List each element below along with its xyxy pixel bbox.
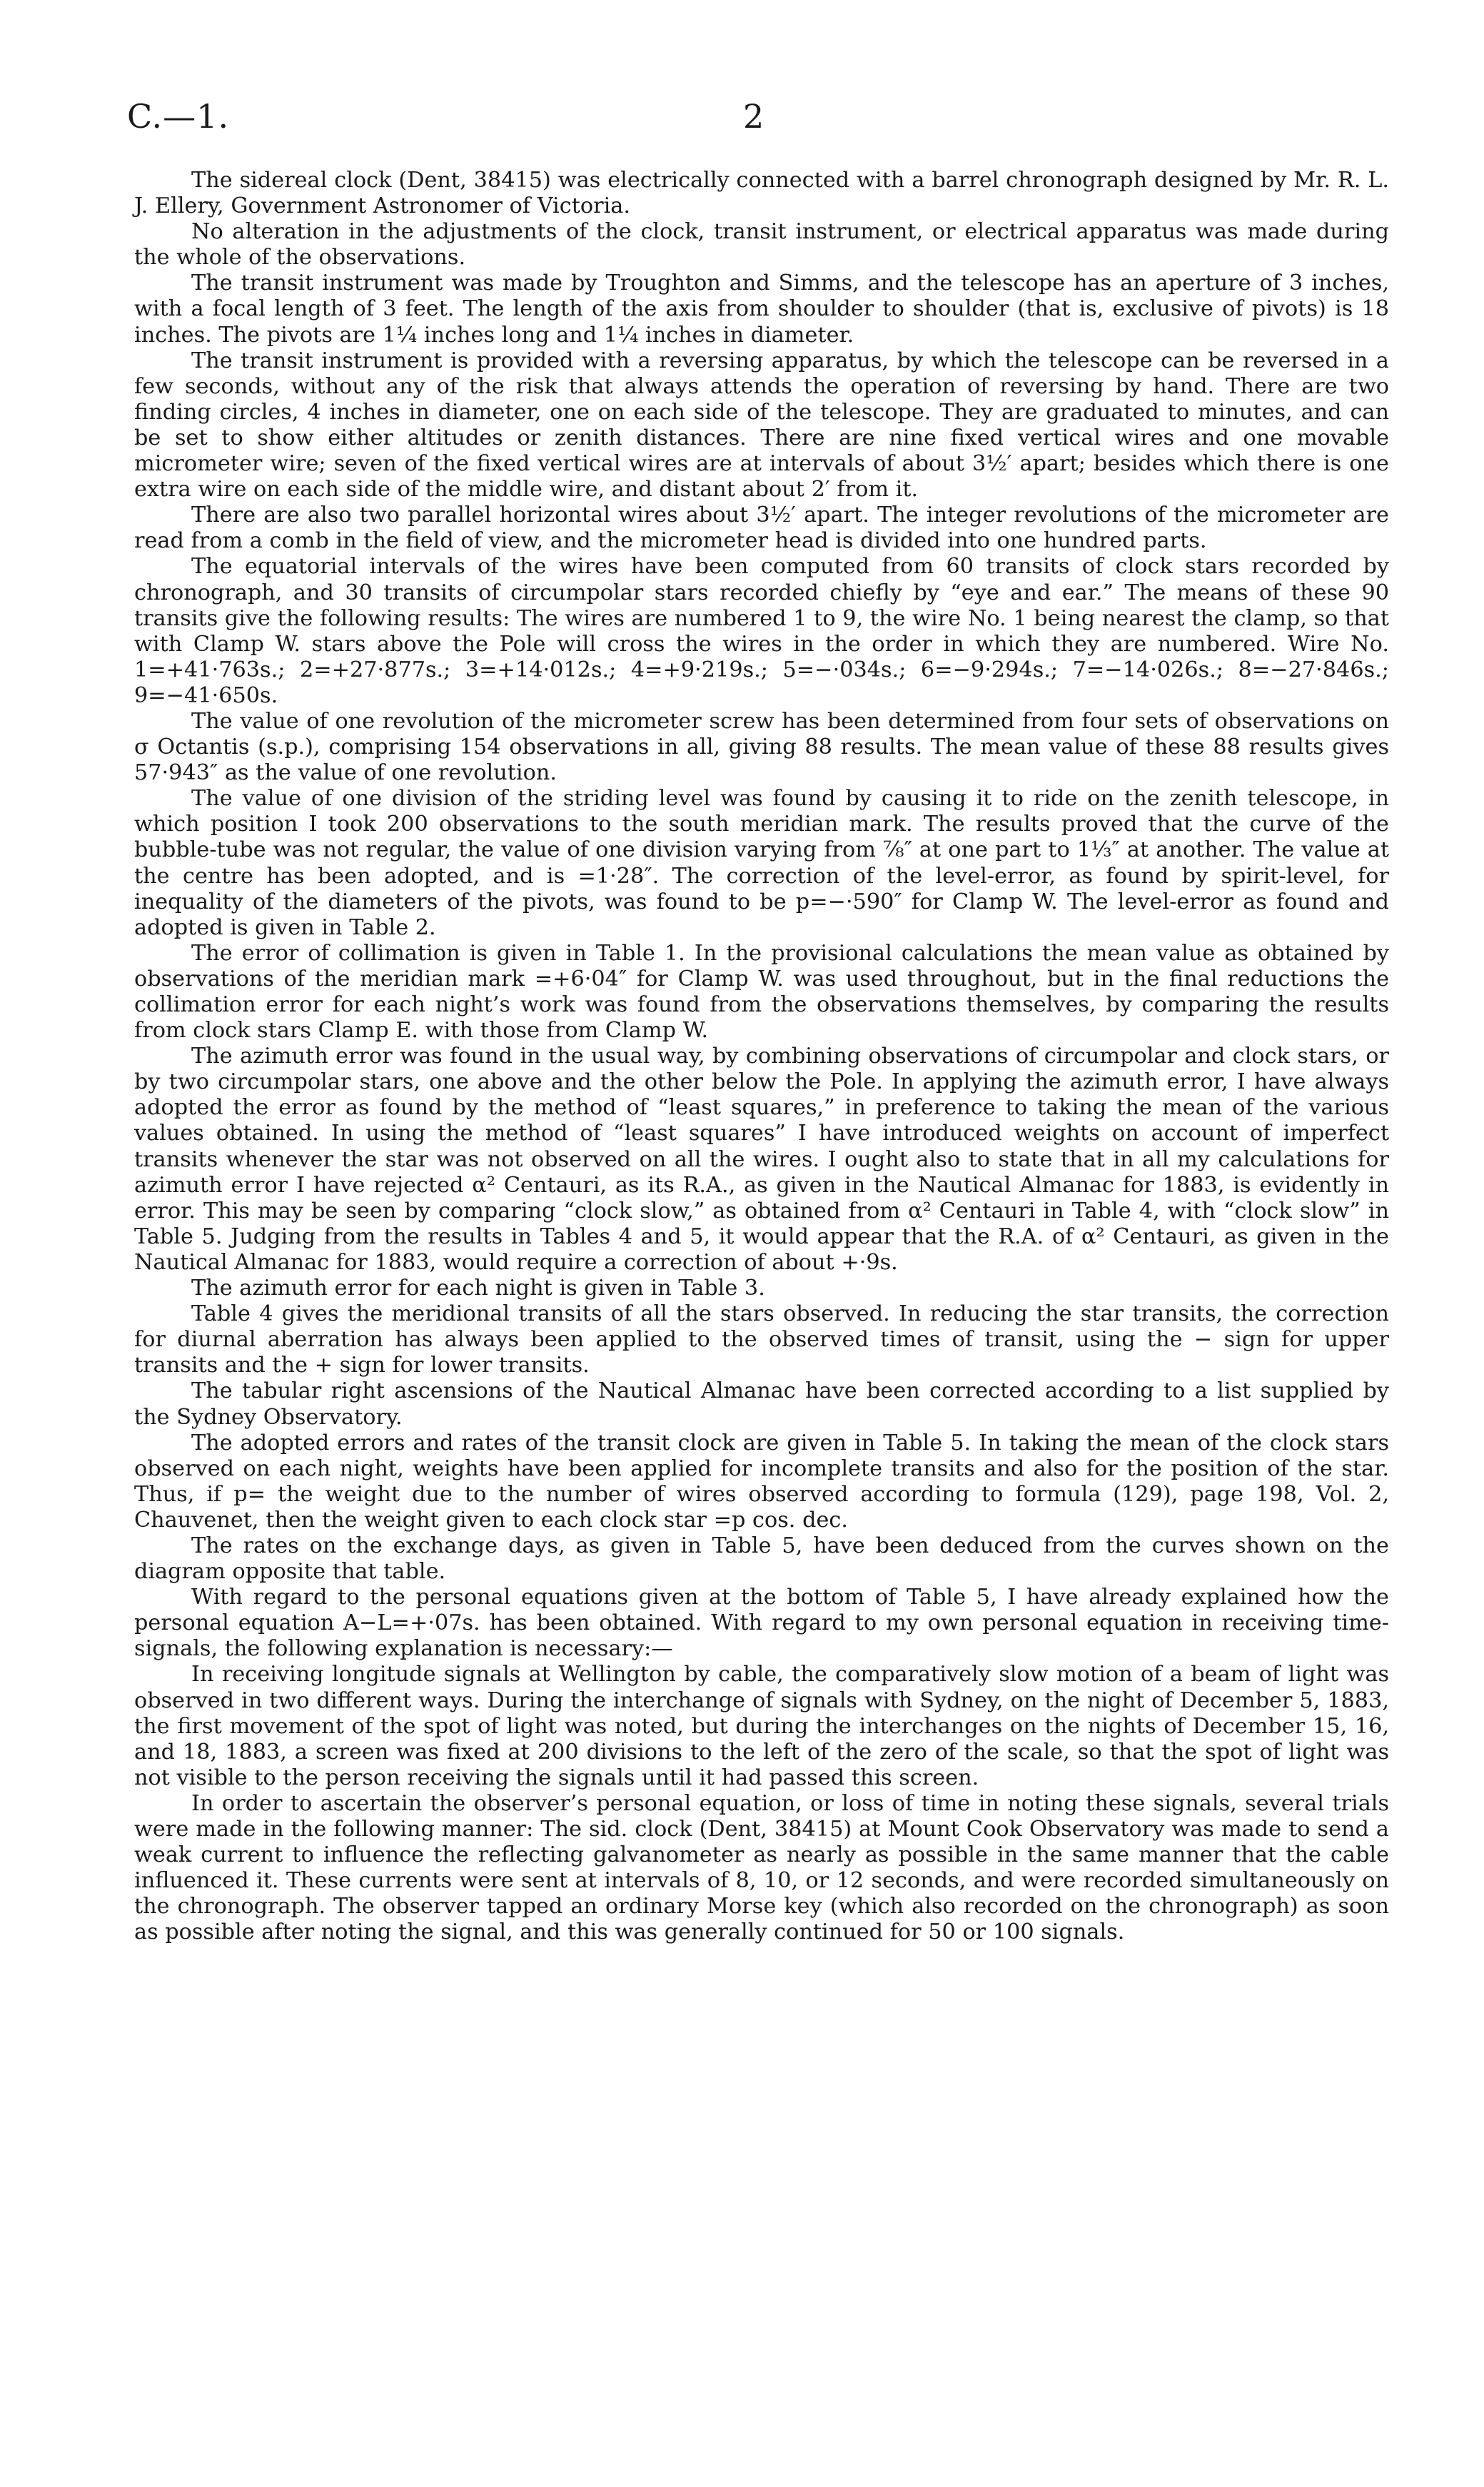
- paragraph: The error of collimation is given in Table 1. In the provisional calculations the mean value as obtained by observations of the meridian mark =+6·04″ for Clamp W. was used throughout, but in the final reductions the collimation error for each night’s work was found from the observations themselves, by comparing the results from clock stars Clamp E. with those from Clamp W.: [134, 940, 1389, 1044]
- paragraph: The value of one revolution of the micrometer screw has been determined from four sets of observations on σ Octantis (s.p.), comprising 154 observations in all, giving 88 results. The mean value of these 88 results gives 57·943″ as the value of one revolution.: [134, 708, 1389, 786]
- paragraph: The equatorial intervals of the wires have been computed from 60 transits of clock stars recorded by chronograph, and 30 transits of circumpolar stars recorded chiefly by “eye and ear.” The means of these 90 transits give the following results: The wires are numbered 1 to 9, the wire No. 1 being nearest the clamp, so that with Clamp W. stars above the Pole will cross the wires in the order in which they are numbered. Wire No. 1=+41·763s.; 2=+27·877s.; 3=+14·012s.; 4=+9·219s.; 5=−·034s.; 6=−9·294s.; 7=−14·026s.; 8=−27·846s.; 9=−41·650s.: [134, 554, 1389, 708]
- document-reference: C.—1.: [127, 97, 230, 136]
- paragraph: The azimuth error was found in the usual way, by combining observations of circumpolar and clock stars, or by two circumpolar stars, one above and the other below the Pole. In applying the azimuth error, I have always adopted the error as found by the method of “least squares,” in preference to taking the mean of the various values obtained. In using the method of “least squares” I have introduced weights on account of imperfect transits whenever the star was not observed on all the wires. I ought also to state that in all my calculations for azimuth error I have rejected α² Centauri, as its R.A., as given in the Nautical Almanac for 1883, is evidently in error. This may be seen by comparing “clock slow,” as obtained from α² Centauri in Table 4, with “clock slow” in Table 5. Judging from the results in Tables 4 and 5, it would appear that the R.A. of α² Centauri, as given in the Nautical Almanac for 1883, would require a correction of about +·9s.: [134, 1044, 1389, 1275]
- paragraph: The value of one division of the striding level was found by causing it to ride on the zenith telescope, in which position I took 200 observations to the south meridian mark. The results proved that the curve of the bubble-tube was not regular, the value of one division varying from ⅞″ at one part to 1⅓″ at another. The value at the centre has been adopted, and is =1·28″. The correction of the level-error, as found by spirit-level, for inequality of the diameters of the pivots, was found to be p=−·590″ for Clamp W. The level-error as found and adopted is given in Table 2.: [134, 786, 1389, 940]
- paragraph: With regard to the personal equations given at the bottom of Table 5, I have already explained how the personal equation A−L=+·07s. has been obtained. With regard to my own personal equation in receiving time-signals, the following explanation is necessary:—: [134, 1585, 1389, 1662]
- paragraph: There are also two parallel horizontal wires about 3½′ apart. The integer revolutions of the micrometer are read from a comb in the field of view, and the micrometer head is divided into one hundred parts.: [134, 503, 1389, 554]
- paragraph: The transit instrument is provided with a reversing apparatus, by which the telescope can be reversed in a few seconds, without any of the risk that always attends the operation of reversing by hand. There are two finding circles, 4 inches in diameter, one on each side of the telescope. They are graduated to minutes, and can be set to show either altitudes or zenith distances. There are nine fixed vertical wires and one movable micrometer wire; seven of the fixed vertical wires are at intervals of about 3½′ apart; besides which there is one extra wire on each side of the middle wire, and distant about 2′ from it.: [134, 348, 1389, 503]
- paragraph: In order to ascertain the observer’s personal equation, or loss of time in noting these signals, several trials were made in the following manner: The sid. clock (Dent, 38415) at Mount Cook Observatory was made to send a weak current to influence the reflecting galvanometer as nearly as possible in the same manner that the cable influenced it. These currents were sent at intervals of 8, 10, or 12 seconds, and were recorded simultaneously on the chronograph. The observer tapped an ordinary Morse key (which also recorded on the chronograph) as soon as possible after noting the signal, and this was generally continued for 50 or 100 signals.: [134, 1790, 1389, 1945]
- paragraph: The azimuth error for each night is given in Table 3.: [191, 1276, 765, 1301]
- paragraph: The tabular right ascensions of the Nautical Almanac have been corrected according to a list supplied by the Sydney Observatory.: [134, 1378, 1389, 1430]
- paragraph: The transit instrument was made by Troughton and Simms, and the telescope has an aperture of 3 inches, with a focal length of 3 feet. The length of the axis from shoulder to shoulder (that is, exclusive of pivots) is 18 inches. The pivots are 1¼ inches long and 1¼ inches in diameter.: [134, 271, 1389, 348]
- paragraph: The sidereal clock (Dent, 38415) was electrically connected with a barrel chronograph designed by Mr. R. L. J. Ellery, Government Astronomer of Victoria.: [134, 168, 1389, 219]
- paragraph: Table 4 gives the meridional transits of all the stars observed. In reducing the star transits, the correction for diurnal aberration has always been applied to the observed times of transit, using the − sign for upper transits and the + sign for lower transits.: [134, 1301, 1389, 1378]
- paragraph: In receiving longitude signals at Wellington by cable, the comparatively slow motion of a beam of light was observed in two different ways. During the interchange of signals with Sydney, on the night of December 5, 1883, the first movement of the spot of light was noted, but during the interchanges on the nights of December 15, 16, and 18, 1883, a screen was fixed at 200 divisions to the left of the zero of the scale, so that the spot of light was not visible to the person receiving the signals until it had passed this screen.: [134, 1662, 1389, 1790]
- paragraph: The rates on the exchange days, as given in Table 5, have been deduced from the curves shown on the diagram opposite that table.: [134, 1533, 1389, 1585]
- paragraph: No alteration in the adjustments of the clock, transit instrument, or electrical apparatus was made during the whole of the observations.: [134, 219, 1389, 271]
- paragraph: The adopted errors and rates of the transit clock are given in Table 5. In taking the mean of the clock stars observed on each night, weights have been applied for incomplete transits and also for the position of the star. Thus, if p= the weight due to the number of wires observed according to formula (129), page 198, Vol. 2, Chauvenet, then the weight given to each clock star =p cos. dec.: [134, 1430, 1389, 1533]
- page-number: 2: [743, 97, 764, 136]
- body-text: [134, 168, 1389, 1945]
